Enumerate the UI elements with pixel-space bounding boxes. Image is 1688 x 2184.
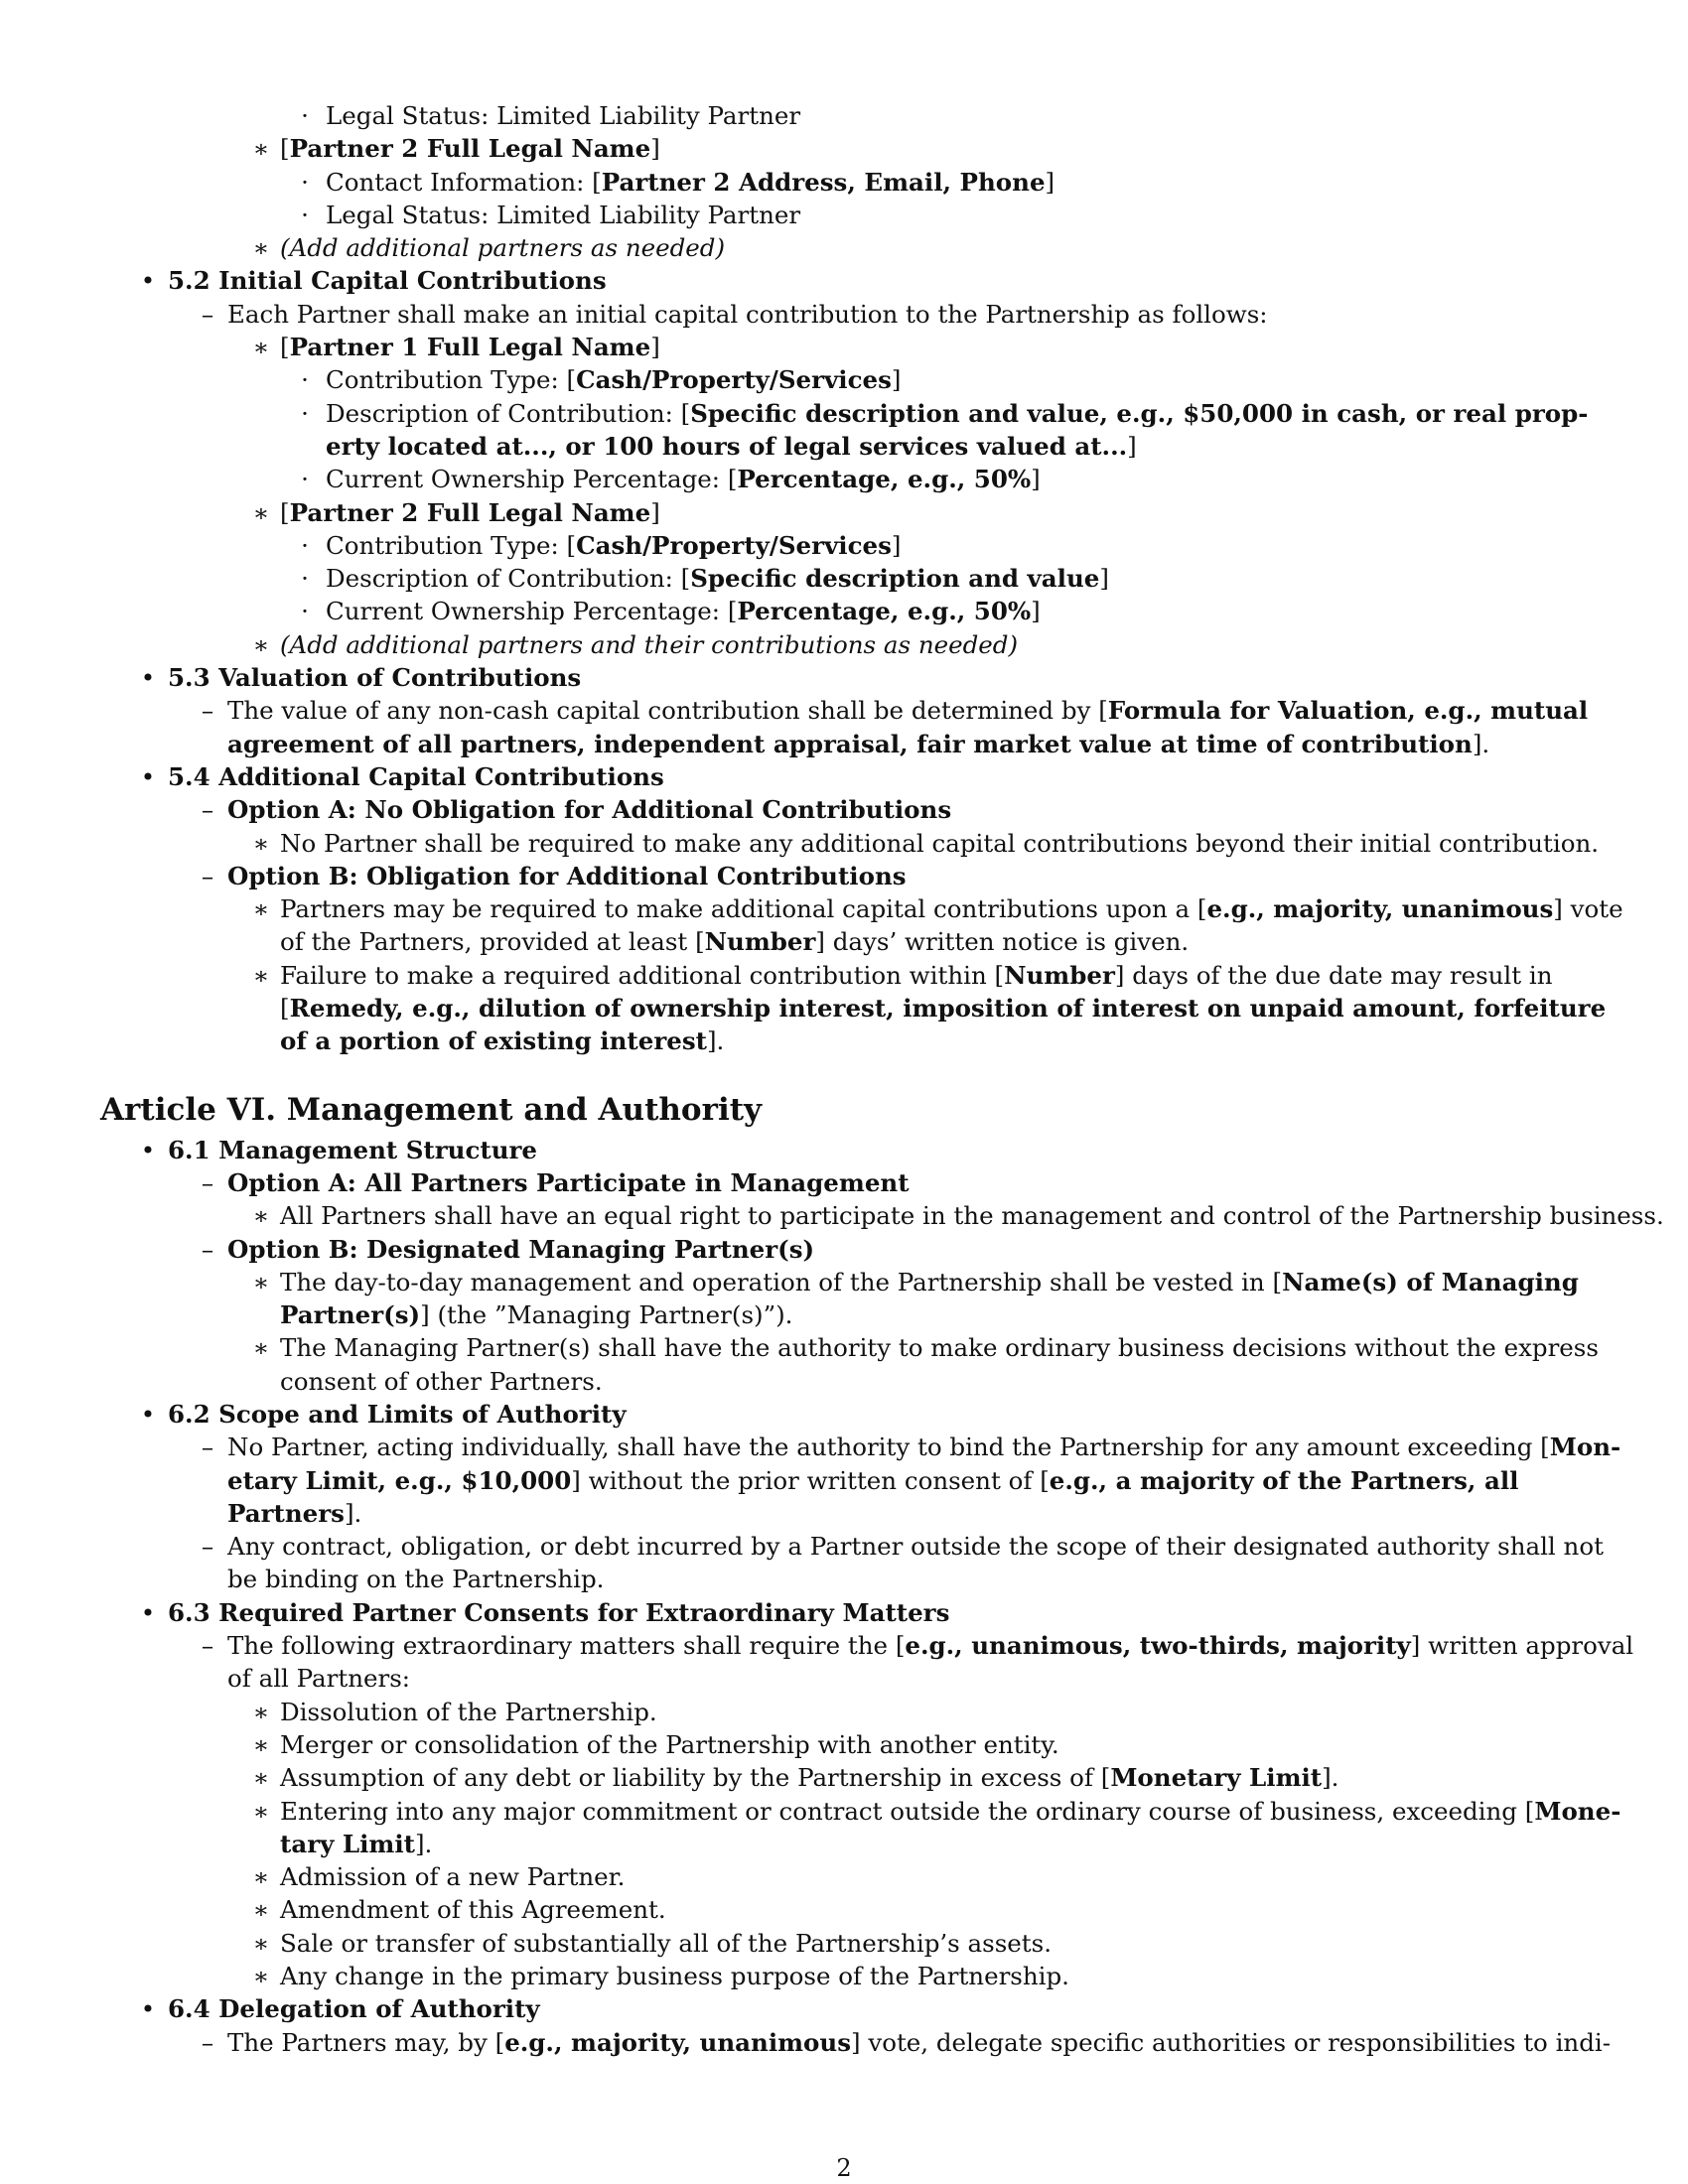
text-segment: Specific description and value [690, 564, 1100, 594]
text-segment: e.g., unanimous, two-thirds, majority [905, 1631, 1411, 1661]
text-segment: Number [1004, 960, 1115, 990]
text-segment: Mon- [1549, 1433, 1621, 1462]
list-marker: – [201, 1433, 214, 1462]
text-segment: be binding on the Partnership. [227, 1565, 605, 1594]
list-marker: · [301, 398, 309, 428]
text-line [100, 264, 1590, 297]
text-segment: Option B: Obligation for Additional Contributions [227, 861, 907, 890]
text-line [100, 1795, 1621, 1828]
text-line [100, 827, 1600, 860]
text-segment: ] written approval [1410, 1631, 1634, 1661]
text-segment: [ [280, 333, 290, 362]
text-segment: [ [280, 994, 290, 1024]
text-segment: Current Ownership Percentage: [ [326, 597, 738, 626]
text-segment: ] days’ written notice is given. [815, 927, 1190, 957]
text-segment: 6.1 Management Structure [168, 1135, 537, 1164]
text-segment: e.g., majority, unanimous [1206, 894, 1554, 924]
document-body [100, 99, 1664, 2059]
text-line [100, 925, 1590, 958]
text-line [100, 661, 1590, 694]
text-segment: e.g., majority, unanimous [504, 2027, 852, 2057]
text-segment: Sale or transfer of substantially all of the Partnership’s assets. [280, 1928, 1052, 1958]
text-segment: Partner(s) [280, 1300, 421, 1330]
text-segment: ]. [1472, 729, 1490, 758]
text-line [100, 1860, 1590, 1893]
text-segment: ] days of the due date may result in [1114, 960, 1553, 990]
text-segment: Merger or consolidation of the Partnership with another entity. [280, 1729, 1059, 1759]
text-segment: Admission of a new Partner. [280, 1862, 626, 1892]
text-segment: Option A: All Partners Participate in Management [227, 1167, 910, 1197]
text-segment: Remedy, e.g., dilution of ownership interest, imposition of interest on unpaid amount, forfeiture [289, 994, 1607, 1024]
text-line [100, 1199, 1664, 1232]
text-segment: Monetary Limit [1110, 1763, 1323, 1793]
text-segment: ] [650, 497, 660, 527]
text-line [100, 132, 1590, 165]
text-line [100, 1662, 1590, 1695]
text-line [100, 1134, 1590, 1166]
text-segment: No Partner shall be required to make any additional capital contributions beyond their initial contribution. [280, 828, 1600, 858]
text-segment: ] [1031, 465, 1041, 494]
text-line [100, 463, 1590, 495]
text-segment: ] [1099, 564, 1109, 594]
text-segment: Percentage, e.g., 50% [737, 597, 1032, 626]
text-line [100, 694, 1590, 727]
text-segment: Number [704, 927, 816, 957]
list-marker: ∗ [252, 1796, 270, 1826]
text-segment: e.g., a majority of the Partners, all [1049, 1465, 1519, 1495]
text-segment: ] without the prior written consent of [ [571, 1465, 1050, 1495]
text-line [100, 1331, 1599, 1364]
text-segment: No Partner, acting individually, shall have the authority to bind the Partnership for any amount exceeding [ [227, 1433, 1550, 1462]
list-marker: ∗ [252, 1267, 270, 1297]
text-segment: ]. [344, 1498, 362, 1528]
list-marker: • [140, 663, 156, 693]
text-segment: All Partners shall have an equal right to participate in the management and control of the Partnership business. [280, 1201, 1664, 1231]
text-line [100, 496, 1590, 529]
list-marker: • [140, 1597, 156, 1627]
text-line [100, 1530, 1604, 1563]
text-line [100, 959, 1590, 992]
text-segment: tary Limit [280, 1829, 415, 1858]
text-segment: Dissolution of the Partnership. [280, 1697, 657, 1726]
text-segment: Assumption of any debt or liability by the Partnership in excess of [ [280, 1763, 1111, 1793]
text-segment: Partner 1 Full Legal Name [289, 333, 651, 362]
list-marker: – [201, 795, 214, 825]
text-segment: ] [891, 365, 902, 395]
list-marker: ∗ [252, 134, 270, 164]
list-marker: ∗ [252, 1862, 270, 1892]
list-marker: – [201, 2027, 214, 2057]
text-segment: ] [650, 333, 660, 362]
text-segment: Partners [227, 1498, 345, 1528]
list-marker: – [201, 696, 214, 726]
text-segment: of a portion of existing interest [280, 1026, 707, 1056]
text-line [100, 1629, 1634, 1662]
text-segment: Partners may be required to make additional capital contributions upon a [ [280, 894, 1207, 924]
list-marker: ∗ [252, 1333, 270, 1363]
text-line [100, 430, 1590, 463]
list-marker: • [140, 266, 156, 296]
text-segment: ]. [706, 1026, 725, 1056]
text-segment: Formula for Valuation, e.g., mutual [1107, 696, 1589, 726]
text-line [100, 99, 1590, 132]
text-segment: etary Limit, e.g., $10,000 [227, 1465, 572, 1495]
text-segment: Partner 2 Full Legal Name [289, 134, 651, 164]
text-line [100, 892, 1623, 925]
text-segment: of all Partners: [227, 1664, 411, 1694]
list-marker: ∗ [252, 1729, 270, 1759]
text-line [100, 1464, 1590, 1497]
text-segment: Cash/Property/Services [576, 530, 892, 560]
list-marker: ∗ [252, 1697, 270, 1726]
text-segment: Description of Contribution: [ [326, 564, 691, 594]
text-segment: Partner 2 Address, Email, Phone [601, 167, 1046, 197]
text-line [100, 1166, 1590, 1199]
list-marker: ∗ [252, 333, 270, 362]
text-segment: ] vote, delegate specific authorities or responsibilities to indi- [851, 2027, 1612, 2057]
text-line [100, 331, 1590, 363]
text-segment: ] [1031, 597, 1041, 626]
text-segment: 5.4 Additional Capital Contributions [168, 761, 664, 791]
text-segment: Percentage, e.g., 50% [737, 465, 1032, 494]
text-segment: ] [1045, 167, 1055, 197]
list-marker: – [201, 1234, 214, 1264]
list-marker: • [140, 761, 156, 791]
text-segment: 6.4 Delegation of Authority [168, 1994, 540, 2024]
text-segment: 5.3 Valuation of Contributions [168, 663, 582, 693]
text-segment: (Add additional partners and their contributions as needed) [280, 629, 1019, 659]
list-marker: – [201, 299, 214, 329]
text-line [100, 628, 1590, 661]
text-segment: erty located at..., or 100 hours of legal services valued at... [326, 431, 1128, 461]
list-marker: – [201, 1167, 214, 1197]
text-segment: consent of other Partners. [280, 1366, 603, 1396]
text-line [100, 1596, 1590, 1629]
text-segment: Contact Information: [ [326, 167, 602, 197]
text-segment: Current Ownership Percentage: [ [326, 465, 738, 494]
page-number: 2 [836, 2154, 852, 2182]
text-line [100, 1992, 1590, 2025]
text-line [100, 166, 1590, 199]
text-line [100, 595, 1590, 627]
text-line [100, 793, 1590, 826]
text-line [100, 2026, 1612, 2059]
text-segment: Partner 2 Full Legal Name [289, 497, 651, 527]
text-line [100, 992, 1607, 1024]
text-segment: 6.3 Required Partner Consents for Extraordinary Matters [168, 1597, 950, 1627]
list-marker: · [301, 597, 309, 626]
text-segment: Amendment of this Agreement. [280, 1895, 666, 1925]
list-marker: – [201, 1532, 214, 1562]
text-segment: ]. [1322, 1763, 1339, 1793]
text-line [100, 199, 1590, 231]
text-segment: The Managing Partner(s) shall have the authority to make ordinary business decisions without the express [280, 1333, 1599, 1363]
text-segment: The following extraordinary matters shall require the [ [227, 1631, 906, 1661]
list-marker: – [201, 861, 214, 890]
text-segment: Any change in the primary business purpose of the Partnership. [280, 1962, 1069, 1991]
list-marker: ∗ [252, 960, 270, 990]
text-line [100, 1927, 1590, 1960]
text-segment: [ [280, 497, 290, 527]
text-segment: 6.2 Scope and Limits of Authority [168, 1399, 627, 1429]
text-line [100, 760, 1590, 793]
text-line [100, 728, 1590, 760]
list-marker: ∗ [252, 1201, 270, 1231]
text-segment: Legal Status: Limited Liability Partner [326, 200, 801, 229]
text-line [100, 1266, 1590, 1298]
text-segment: Contribution Type: [ [326, 530, 577, 560]
list-marker: ∗ [252, 497, 270, 527]
list-marker: · [301, 167, 309, 197]
text-segment: of the Partners, provided at least [ [280, 927, 705, 957]
text-segment: Option A: No Obligation for Additional Contributions [227, 795, 952, 825]
text-segment: Article VI. Management and Authority [100, 1091, 763, 1128]
text-segment: Name(s) of Managing [1282, 1267, 1579, 1297]
text-line [100, 1960, 1590, 1992]
list-marker: · [301, 365, 309, 395]
list-marker: – [201, 1631, 214, 1661]
list-marker: · [301, 465, 309, 494]
text-segment: 5.2 Initial Capital Contributions [168, 266, 607, 296]
text-segment: Legal Status: Limited Liability Partner [326, 101, 801, 130]
text-segment: agreement of all partners, independent appraisal, fair market value at time of contribution [227, 729, 1473, 758]
text-line [100, 562, 1590, 595]
text-segment: [ [280, 134, 290, 164]
text-line [100, 529, 1590, 562]
list-marker: ∗ [252, 828, 270, 858]
text-segment: The value of any non-cash capital contribution shall be determined by [ [227, 696, 1108, 726]
list-marker: ∗ [252, 1962, 270, 1991]
text-line [100, 1761, 1590, 1794]
text-line [100, 1893, 1590, 1926]
text-segment: (Add additional partners as needed) [280, 233, 726, 263]
text-segment: Specific description and value, e.g., $50,000 in cash, or real prop- [690, 398, 1589, 428]
text-segment: ] [650, 134, 660, 164]
text-segment: Any contract, obligation, or debt incurred by a Partner outside the scope of their designated authority shall not [227, 1532, 1604, 1562]
text-line [100, 397, 1590, 430]
text-line [100, 363, 1590, 396]
text-line [100, 1398, 1590, 1431]
list-marker: ∗ [252, 894, 270, 924]
text-segment: Failure to make a required additional contribution within [ [280, 960, 1005, 990]
list-marker: ∗ [252, 1928, 270, 1958]
article-heading [100, 1090, 1590, 1130]
text-segment: The day-to-day management and operation of the Partnership shall be vested in [ [280, 1267, 1283, 1297]
list-marker: ∗ [252, 1763, 270, 1793]
text-segment: Contribution Type: [ [326, 365, 577, 395]
text-line [100, 1233, 1590, 1266]
list-marker: · [301, 101, 309, 130]
list-marker: · [301, 564, 309, 594]
text-line [100, 1728, 1590, 1761]
list-marker: • [140, 1135, 156, 1164]
text-line [100, 1497, 1590, 1530]
text-line [100, 1024, 1590, 1057]
list-marker: ∗ [252, 233, 270, 263]
text-segment: ] (the ”Managing Partner(s)”). [420, 1300, 793, 1330]
text-line [100, 298, 1590, 331]
text-segment: ] [1127, 431, 1137, 461]
text-segment: Each Partner shall make an initial capital contribution to the Partnership as follows: [227, 299, 1268, 329]
text-segment: Mone- [1534, 1796, 1621, 1826]
list-marker: ∗ [252, 629, 270, 659]
text-segment: ] vote [1553, 894, 1623, 924]
text-line [100, 860, 1590, 892]
text-segment: Description of Contribution: [ [326, 398, 691, 428]
text-line [100, 1563, 1590, 1595]
text-segment: Cash/Property/Services [576, 365, 892, 395]
list-marker: · [301, 200, 309, 229]
list-marker: · [301, 530, 309, 560]
text-line [100, 1431, 1621, 1463]
text-segment: ]. [414, 1829, 433, 1858]
text-segment: The Partners may, by [ [227, 2027, 505, 2057]
text-segment: Option B: Designated Managing Partner(s) [227, 1234, 815, 1264]
text-segment: ] [891, 530, 902, 560]
list-marker: ∗ [252, 1895, 270, 1925]
text-line [100, 1298, 1590, 1331]
list-marker: • [140, 1994, 156, 2024]
text-line [100, 231, 1590, 264]
text-line [100, 1828, 1590, 1860]
text-line [100, 1365, 1590, 1398]
text-line [100, 1696, 1590, 1728]
list-marker: • [140, 1399, 156, 1429]
text-segment: Entering into any major commitment or contract outside the ordinary course of business, exceeding [ [280, 1796, 1535, 1826]
